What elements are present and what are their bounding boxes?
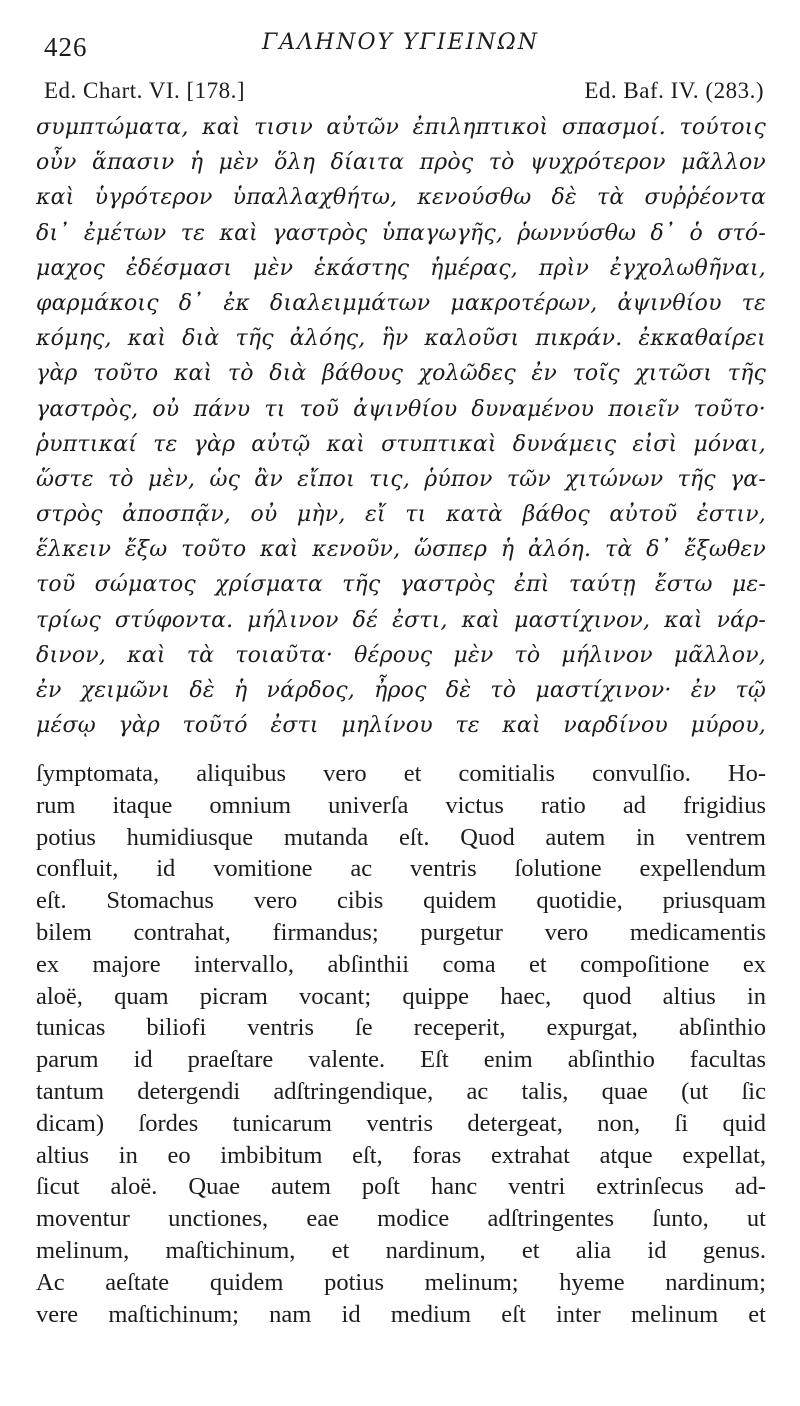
latin-line: ex majore intervallo, abſinthii coma et compoſitione ex (36, 950, 766, 978)
running-head (44, 30, 760, 70)
latin-line: altius in eo imbibitum eſt, foras extrahat atque expellat, (36, 1141, 766, 1169)
greek-line: καὶ ὑγρότερον ὑπαλλαχθήτω, κενούσθω δὲ τὰ συῤῥέοντα (36, 185, 766, 211)
greek-line: οὖν ἅπασιν ἡ μὲν ὅλη δίαιτα πρὸς τὸ ψυχρότερον μᾶλλον (36, 150, 766, 176)
edition-chartier-reference: Ed. Chart. VI. [178.] (44, 78, 246, 103)
latin-line: tantum detergendi adſtringendique, ac talis, quae (ut ſic (36, 1077, 766, 1105)
greek-line: δι᾽ ἐμέτων τε καὶ γαστρὸς ὑπαγωγῆς, ῥωννύσθω δ᾽ ὁ στό- (36, 220, 766, 246)
greek-line: τοῦ σώματος χρίσματα τῆς γαστρὸς ἐπὶ ταύτῃ ἔστω με- (36, 572, 766, 598)
latin-line: vere maſtichinum; nam id medium eſt inter melinum et (36, 1300, 766, 1328)
greek-line: ῥυπτικαί τε γὰρ αὐτῷ καὶ στυπτικαὶ δυνάμεις εἰσὶ μόναι, (36, 431, 766, 457)
latin-line: ſymptomata, aliquibus vero et comitialis convulſio. Ho- (36, 760, 766, 787)
greek-line: στρὸς ἀποσπᾷν, οὐ μὴν, εἴ τι κατὰ βάθος αὐτοῦ ἐστιν, (36, 502, 766, 528)
greek-line: μέσῳ γὰρ τοῦτό ἐστι μηλίνου τε καὶ ναρδίνου μύρου, (36, 713, 766, 739)
latin-line: tunicas biliofi ventris ſe receperit, expurgat, abſinthio (36, 1014, 766, 1042)
greek-line: γαστρὸς, οὐ πάνυ τι τοῦ ἀψινθίου δυναμένου ποιεῖν τοῦτο· (36, 396, 766, 422)
greek-line: τρίως στύφοντα. μήλινον δέ ἐστι, καὶ μαστίχινον, καὶ νάρ- (36, 607, 766, 633)
running-title: ΓΑΛΗΝΟΥ ΥΓΙΕΙΝΩΝ (262, 30, 539, 55)
latin-line: Ac aeſtate quidem potius melinum; hyeme nardinum; (36, 1268, 766, 1296)
latin-line: parum id praeſtare valente. Eſt enim abſinthio facultas (36, 1046, 766, 1074)
greek-line: φαρμάκοις δ᾽ ἐκ διαλειμμάτων μακροτέρων, ἀψινθίου τε (36, 290, 766, 316)
greek-line: ἕλκειν ἔξω τοῦτο καὶ κενοῦν, ὥσπερ ἡ ἀλόη. τὰ δ᾽ ἔξωθεν (36, 537, 766, 563)
latin-line: aloë, quam picram vocant; quippe haec, quod altius in (36, 982, 766, 1010)
greek-line: μαχος ἐδέσμασι μὲν ἑκάστης ἡμέρας, πρὶν ἐγχολωθῆναι, (36, 255, 766, 281)
latin-line: confluit, id vomitione ac ventris ſolutione expellendum (36, 855, 766, 883)
greek-text-block (36, 110, 766, 743)
greek-line: γὰρ τοῦτο καὶ τὸ διὰ βάθους χολῶδες ἐν τοῖς χιτῶσι τῆς (36, 361, 766, 387)
greek-line: συμπτώματα, καὶ τισιν αὐτῶν ἐπιληπτικοὶ σπασμοί. τούτοις (36, 115, 766, 140)
latin-line: rum itaque omnium univerſa victus ratio ad frigidius (36, 791, 766, 819)
greek-line: κόμης, καὶ διὰ τῆς ἀλόης, ἣν καλοῦσι πικράν. ἐκκαθαίρει (36, 326, 766, 352)
latin-line: moventur unctiones, eae modice adſtringentes ſunto, ut (36, 1205, 766, 1233)
greek-line: ὥστε τὸ μὲν, ὡς ἂν εἴποι τις, ῥύπον τῶν χιτώνων τῆς γα- (36, 466, 766, 492)
page-number: 426 (44, 32, 88, 62)
latin-line: dicam) ſordes tunicarum ventris detergeat, non, ſi quid (36, 1109, 766, 1137)
latin-line: ſicut aloë. Quae autem poſt hanc ventri extrinſecus ad- (36, 1173, 766, 1201)
latin-text-block (36, 758, 766, 1330)
latin-line: bilem contrahat, firmandus; purgetur vero medicamentis (36, 918, 766, 946)
edition-references (44, 78, 764, 108)
latin-line: melinum, maſtichinum, et nardinum, et alia id genus. (36, 1236, 766, 1264)
greek-line: ἐν χειμῶνι δὲ ἡ νάρδος, ἦρος δὲ τὸ μαστίχινον· ἐν τῷ (36, 678, 766, 703)
edition-basel-reference: Ed. Baf. IV. (283.) (584, 78, 764, 103)
latin-line: eſt. Stomachus vero cibis quidem quotidie, priusquam (36, 887, 766, 915)
greek-line: δινον, καὶ τὰ τοιαῦτα· θέρους μὲν τὸ μήλινον μᾶλλον, (36, 642, 766, 668)
latin-line: potius humidiusque mutanda eſt. Quod autem in ventrem (36, 823, 766, 851)
